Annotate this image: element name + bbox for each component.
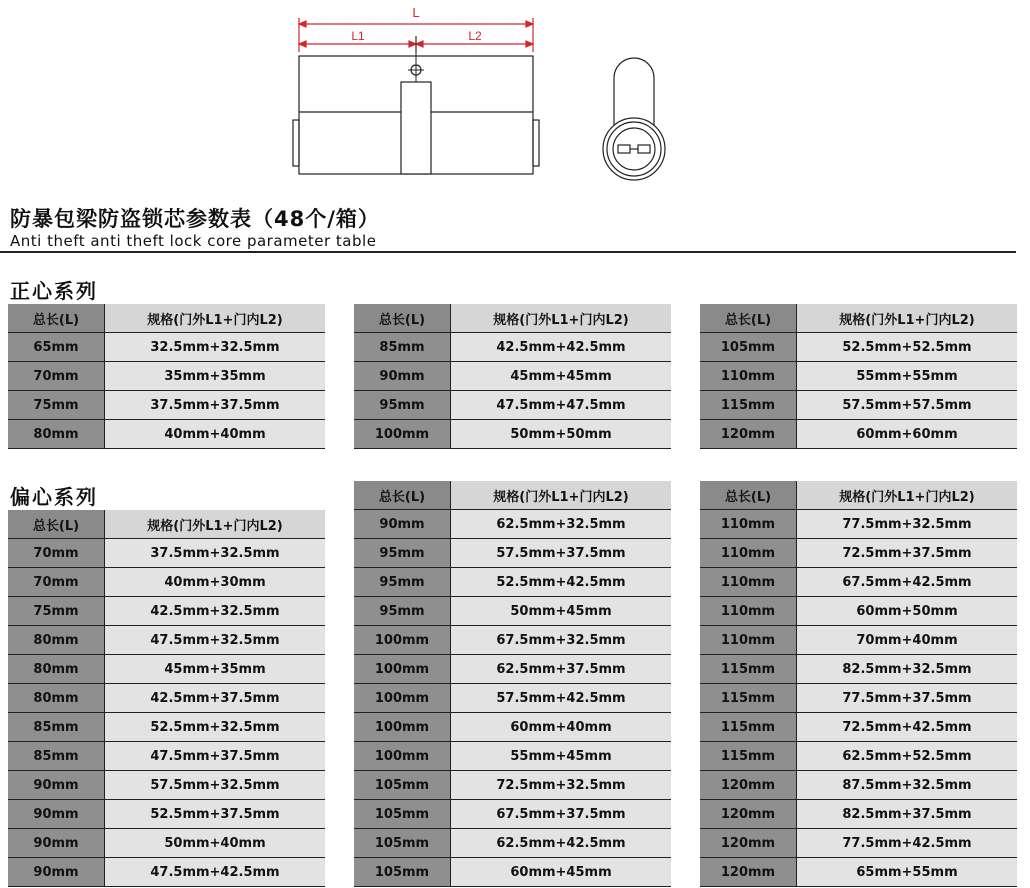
table-row [354,858,671,887]
table-row [354,829,671,858]
symmetric-table-1 [8,304,325,449]
header-total-length: 总长(L) [354,481,451,510]
cell-spec: 52.5mm+37.5mm [105,800,326,829]
table-header-row [700,481,1017,510]
cell-spec: 60mm+60mm [797,420,1018,449]
cell-spec: 40mm+30mm [105,568,326,597]
table-row [8,568,325,597]
table-row [700,858,1017,887]
cell-total-length: 80mm [8,420,105,449]
header-spec: 规格(门外L1+门内L2) [105,304,326,333]
table-row [700,568,1017,597]
cell-total-length: 90mm [354,510,451,539]
cell-total-length: 110mm [700,626,797,655]
cell-spec: 35mm+35mm [105,362,326,391]
cell-spec: 52.5mm+32.5mm [105,713,326,742]
cell-spec: 72.5mm+32.5mm [451,771,672,800]
cell-total-length: 120mm [700,800,797,829]
cell-total-length: 115mm [700,391,797,420]
section-title-offset: 偏心系列 [10,485,98,509]
cell-spec: 42.5mm+37.5mm [105,684,326,713]
table-row [354,420,671,449]
cell-total-length: 100mm [354,684,451,713]
table-row [700,420,1017,449]
cell-total-length: 110mm [700,362,797,391]
cell-spec: 55mm+55mm [797,362,1018,391]
table-row [8,742,325,771]
table-row [8,362,325,391]
cell-spec: 60mm+45mm [451,858,672,887]
cell-spec: 62.5mm+42.5mm [451,829,672,858]
cell-spec: 72.5mm+42.5mm [797,713,1018,742]
cell-spec: 57.5mm+57.5mm [797,391,1018,420]
table-row [8,655,325,684]
section-title-symmetric: 正心系列 [10,279,98,303]
table-row [700,333,1017,362]
cell-total-length: 105mm [354,858,451,887]
table-row [354,568,671,597]
header-spec: 规格(门外L1+门内L2) [451,481,672,510]
table-row [8,858,325,887]
title-divider [0,251,1016,253]
header-spec: 规格(门外L1+门内L2) [105,510,326,539]
header-total-length: 总长(L) [8,304,105,333]
cell-total-length: 110mm [700,597,797,626]
table-row [8,420,325,449]
cell-total-length: 115mm [700,713,797,742]
cell-total-length: 70mm [8,568,105,597]
dim-label-l1: L1 [351,29,365,43]
table-header-row [8,510,325,539]
cell-total-length: 100mm [354,420,451,449]
cell-spec: 37.5mm+37.5mm [105,391,326,420]
cell-total-length: 120mm [700,829,797,858]
table-row [700,391,1017,420]
table-row [354,713,671,742]
cylinder-front-view [603,58,665,180]
cell-spec: 45mm+45mm [451,362,672,391]
cell-total-length: 105mm [354,829,451,858]
table-row [8,713,325,742]
page-subtitle: Anti theft anti theft lock core parameter table [10,232,377,250]
cell-spec: 57.5mm+32.5mm [105,771,326,800]
cell-spec: 77.5mm+37.5mm [797,684,1018,713]
cell-spec: 82.5mm+37.5mm [797,800,1018,829]
table-row [8,597,325,626]
header-spec: 规格(门外L1+门内L2) [451,304,672,333]
cell-total-length: 90mm [8,771,105,800]
table-row [700,771,1017,800]
cell-total-length: 85mm [354,333,451,362]
cell-spec: 62.5mm+52.5mm [797,742,1018,771]
cell-spec: 57.5mm+42.5mm [451,684,672,713]
table-row [700,800,1017,829]
cell-spec: 72.5mm+37.5mm [797,539,1018,568]
cell-spec: 40mm+40mm [105,420,326,449]
cell-spec: 70mm+40mm [797,626,1018,655]
cell-total-length: 80mm [8,655,105,684]
cell-spec: 67.5mm+32.5mm [451,626,672,655]
header-total-length: 总长(L) [700,481,797,510]
cell-spec: 32.5mm+32.5mm [105,333,326,362]
table-row [8,539,325,568]
table-row [354,742,671,771]
table-row [8,626,325,655]
cell-total-length: 75mm [8,391,105,420]
cell-spec: 42.5mm+32.5mm [105,597,326,626]
cell-total-length: 100mm [354,655,451,684]
lock-cylinder-diagram [0,0,700,190]
cell-spec: 60mm+50mm [797,597,1018,626]
table-row [700,829,1017,858]
cell-spec: 67.5mm+37.5mm [451,800,672,829]
cell-total-length: 105mm [354,800,451,829]
cell-spec: 37.5mm+32.5mm [105,539,326,568]
cell-total-length: 90mm [354,362,451,391]
header-total-length: 总长(L) [8,510,105,539]
cell-total-length: 90mm [8,800,105,829]
cell-spec: 47.5mm+42.5mm [105,858,326,887]
cell-total-length: 115mm [700,684,797,713]
table-row [700,684,1017,713]
dim-label-l: L [412,5,420,20]
cell-total-length: 70mm [8,539,105,568]
cell-spec: 87.5mm+32.5mm [797,771,1018,800]
page-title: 防暴包梁防盗锁芯参数表（48个/箱） [10,207,380,231]
table-row [8,391,325,420]
cell-total-length: 120mm [700,858,797,887]
cell-spec: 52.5mm+42.5mm [451,568,672,597]
cell-total-length: 95mm [354,597,451,626]
table-row [700,539,1017,568]
header-total-length: 总长(L) [700,304,797,333]
header-spec: 规格(门外L1+门内L2) [797,304,1018,333]
header-spec: 规格(门外L1+门内L2) [797,481,1018,510]
offset-table-2 [354,481,671,887]
table-row [8,829,325,858]
cell-total-length: 120mm [700,771,797,800]
table-row [354,655,671,684]
table-row [354,539,671,568]
table-header-row [354,304,671,333]
dim-label-l2: L2 [468,29,482,43]
table-row [8,771,325,800]
header-total-length: 总长(L) [354,304,451,333]
table-header-row [700,304,1017,333]
offset-table-3 [700,481,1017,887]
cell-total-length: 100mm [354,713,451,742]
cell-total-length: 115mm [700,742,797,771]
cell-total-length: 120mm [700,420,797,449]
table-row [8,333,325,362]
cell-total-length: 95mm [354,391,451,420]
table-row [354,771,671,800]
cell-spec: 65mm+55mm [797,858,1018,887]
offset-table-1 [8,510,325,887]
cell-spec: 55mm+45mm [451,742,672,771]
cell-total-length: 110mm [700,539,797,568]
table-row [700,713,1017,742]
cell-spec: 42.5mm+42.5mm [451,333,672,362]
cell-spec: 50mm+50mm [451,420,672,449]
cell-spec: 47.5mm+37.5mm [105,742,326,771]
cell-total-length: 85mm [8,713,105,742]
cell-spec: 50mm+45mm [451,597,672,626]
table-row [8,684,325,713]
table-row [700,510,1017,539]
table-row [354,362,671,391]
cell-spec: 60mm+40mm [451,713,672,742]
table-row [354,684,671,713]
table-header-row [8,304,325,333]
cell-spec: 62.5mm+32.5mm [451,510,672,539]
cell-total-length: 110mm [700,510,797,539]
cell-total-length: 70mm [8,362,105,391]
cell-spec: 82.5mm+32.5mm [797,655,1018,684]
table-row [8,800,325,829]
cell-total-length: 115mm [700,655,797,684]
table-row [700,626,1017,655]
cell-total-length: 100mm [354,626,451,655]
cell-spec: 57.5mm+37.5mm [451,539,672,568]
cell-spec: 52.5mm+52.5mm [797,333,1018,362]
cylinder-side-view [293,36,539,174]
cell-spec: 47.5mm+32.5mm [105,626,326,655]
cell-total-length: 95mm [354,568,451,597]
cell-total-length: 110mm [700,568,797,597]
table-row [700,362,1017,391]
table-row [354,800,671,829]
table-row [354,626,671,655]
cell-spec: 50mm+40mm [105,829,326,858]
symmetric-table-3 [700,304,1017,449]
table-row [700,742,1017,771]
cell-total-length: 95mm [354,539,451,568]
table-row [354,597,671,626]
cell-total-length: 90mm [8,858,105,887]
table-row [354,510,671,539]
cell-total-length: 85mm [8,742,105,771]
cell-total-length: 65mm [8,333,105,362]
cell-total-length: 100mm [354,742,451,771]
cell-spec: 77.5mm+42.5mm [797,829,1018,858]
table-row [700,655,1017,684]
cell-spec: 77.5mm+32.5mm [797,510,1018,539]
table-row [354,333,671,362]
cell-total-length: 90mm [8,829,105,858]
cell-spec: 62.5mm+37.5mm [451,655,672,684]
symmetric-table-2 [354,304,671,449]
table-header-row [354,481,671,510]
table-row [354,391,671,420]
cell-total-length: 75mm [8,597,105,626]
cell-spec: 45mm+35mm [105,655,326,684]
cell-total-length: 105mm [354,771,451,800]
table-row [700,597,1017,626]
cell-total-length: 80mm [8,684,105,713]
cell-spec: 67.5mm+42.5mm [797,568,1018,597]
cell-total-length: 80mm [8,626,105,655]
cell-spec: 47.5mm+47.5mm [451,391,672,420]
cell-total-length: 105mm [700,333,797,362]
